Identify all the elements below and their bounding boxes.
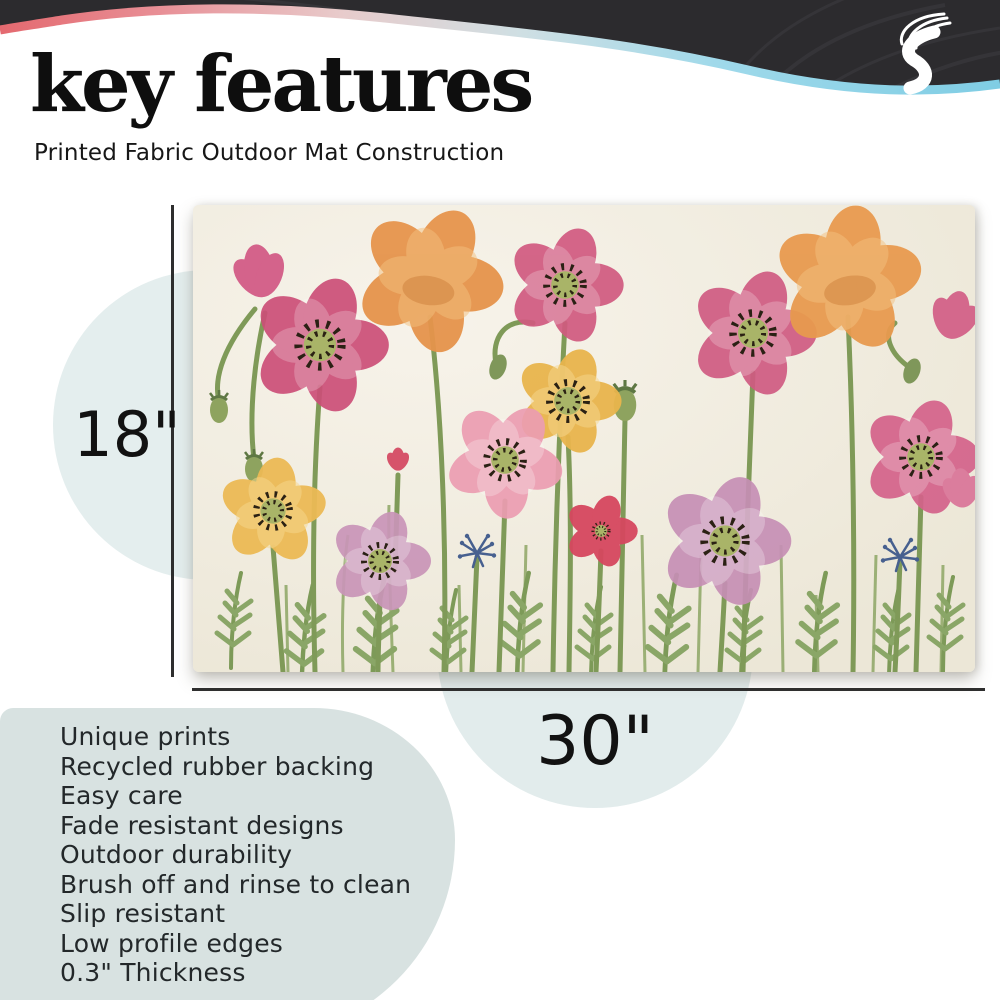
feature-item: Recycled rubber backing <box>60 751 375 781</box>
features-list <box>0 708 455 988</box>
feature-item: Outdoor durability <box>60 840 293 869</box>
feature-item: Easy care <box>60 781 183 810</box>
feature-item: 0.3" Thickness <box>60 958 246 987</box>
feature-item: Unique prints <box>60 722 231 751</box>
product-mat-image <box>193 205 975 672</box>
dimension-label-width: 30" <box>536 702 654 781</box>
dimension-line-width <box>192 688 985 691</box>
page-title: key features <box>30 39 532 130</box>
feature-item: Fade resistant designs <box>60 810 344 840</box>
page-subtitle: Printed Fabric Outdoor Mat Construction <box>34 140 505 166</box>
poppy-mat-artwork <box>193 205 975 672</box>
dimension-label-height: 18" <box>73 398 181 471</box>
feature-item: Low profile edges <box>60 928 284 958</box>
features-panel <box>0 708 455 1000</box>
feature-item: Brush off and rinse to clean <box>60 869 412 899</box>
feature-item: Slip resistant <box>60 899 226 928</box>
